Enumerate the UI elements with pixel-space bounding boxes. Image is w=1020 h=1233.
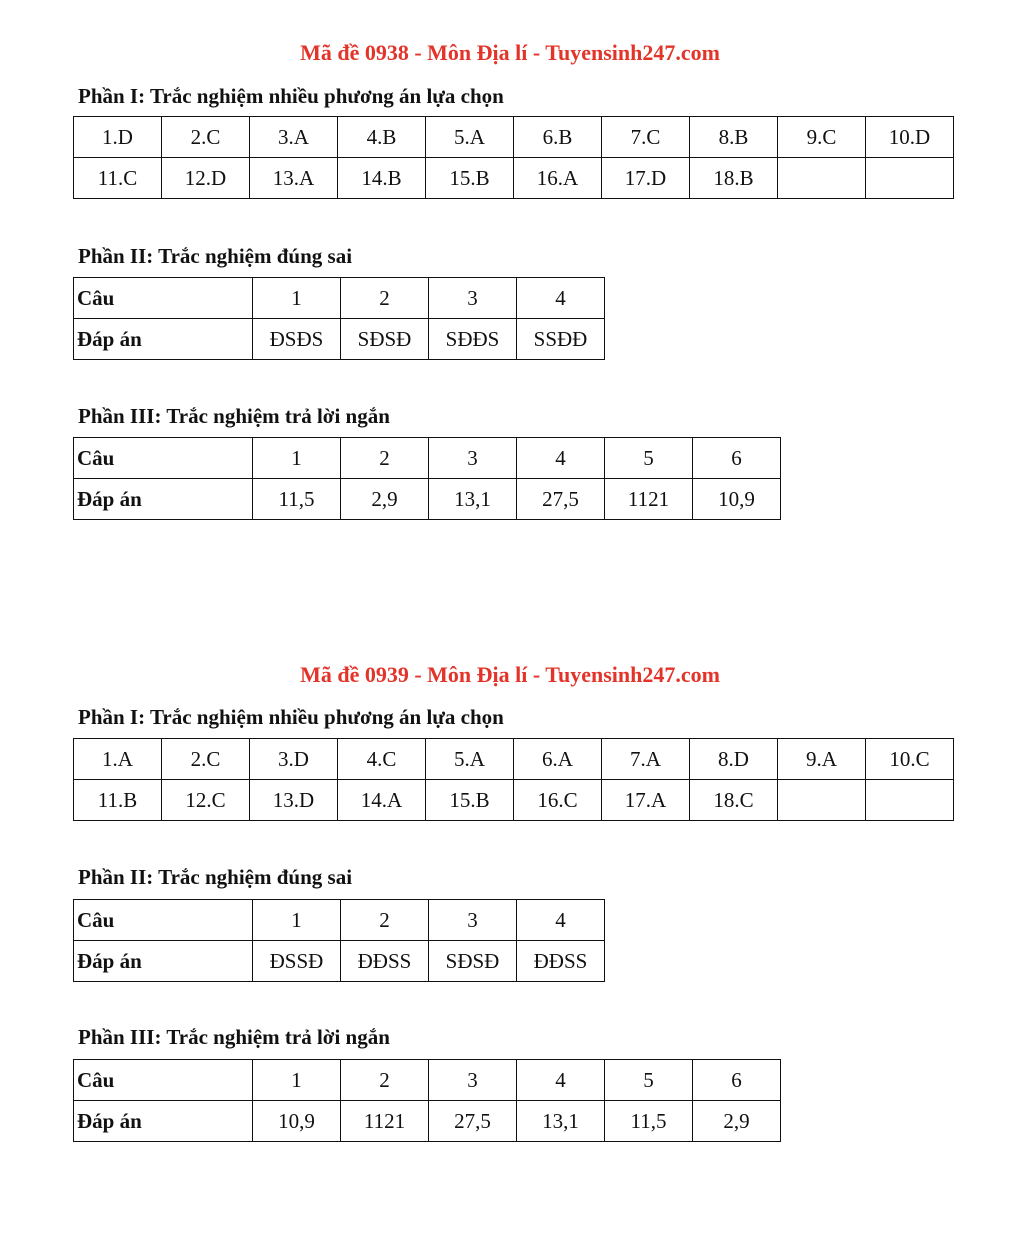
part1-heading: Phần I: Trắc nghiệm nhiều phương án lựa chọn	[78, 84, 504, 108]
table-row	[74, 278, 605, 319]
table-cell: 16.C	[514, 780, 602, 821]
table-cell: 4	[517, 438, 605, 479]
table-cell: 1121	[341, 1101, 429, 1142]
table-row	[74, 941, 605, 982]
table-cell: 16.A	[514, 158, 602, 199]
table-cell: 1.D	[74, 117, 162, 158]
row-label-question: Câu	[74, 278, 253, 319]
table-cell: 14.A	[338, 780, 426, 821]
table-cell: 2	[341, 438, 429, 479]
table-cell: 5.A	[426, 117, 514, 158]
table-cell: 6.B	[514, 117, 602, 158]
table-cell: 7.C	[602, 117, 690, 158]
table-row	[74, 780, 954, 821]
part2-heading: Phần II: Trắc nghiệm đúng sai	[78, 865, 353, 889]
table-cell: 2.C	[162, 117, 250, 158]
table-cell: 8.B	[690, 117, 778, 158]
table-cell: 2,9	[341, 479, 429, 520]
table-cell: 4	[517, 278, 605, 319]
section-title-0939: Mã đề 0939 - Môn Địa lí - Tuyensinh247.com	[300, 662, 720, 687]
table-cell: 13,1	[429, 479, 517, 520]
table-row	[74, 158, 954, 199]
table-cell: 5	[605, 1060, 693, 1101]
table-cell: 11,5	[253, 479, 341, 520]
table-cell: 13,1	[517, 1101, 605, 1142]
table-cell	[778, 780, 866, 821]
table-cell: 13.A	[250, 158, 338, 199]
table-cell: 3	[429, 900, 517, 941]
table-cell: 3	[429, 278, 517, 319]
table-cell: 12.C	[162, 780, 250, 821]
table-cell: 2	[341, 1060, 429, 1101]
table-cell: 18.C	[690, 780, 778, 821]
table-cell: SSĐĐ	[517, 319, 605, 360]
table-cell: 14.B	[338, 158, 426, 199]
table-cell: 1.A	[74, 739, 162, 780]
part3-answer-table	[73, 437, 781, 520]
table-cell: 1	[253, 900, 341, 941]
table-cell	[866, 158, 954, 199]
table-cell: 3	[429, 438, 517, 479]
table-cell: 3.A	[250, 117, 338, 158]
part2-answer-table	[73, 277, 605, 360]
part1-answer-table	[73, 116, 954, 199]
table-cell: SĐĐS	[429, 319, 517, 360]
row-label-question: Câu	[74, 1060, 253, 1101]
table-cell: 6.A	[514, 739, 602, 780]
part2-answer-table	[73, 899, 605, 982]
table-row	[74, 319, 605, 360]
part1-answer-table	[73, 738, 954, 821]
table-cell: ĐSĐS	[253, 319, 341, 360]
table-cell: ĐSSĐ	[253, 941, 341, 982]
table-cell: 17.D	[602, 158, 690, 199]
table-row	[74, 479, 781, 520]
table-cell: 1	[253, 438, 341, 479]
table-cell: 2	[341, 900, 429, 941]
table-cell: 1121	[605, 479, 693, 520]
table-cell: 1	[253, 278, 341, 319]
table-cell: 6	[693, 1060, 781, 1101]
row-label-question: Câu	[74, 900, 253, 941]
table-cell: 15.B	[426, 780, 514, 821]
table-cell: 6	[693, 438, 781, 479]
table-cell: 3	[429, 1060, 517, 1101]
table-cell: 5.A	[426, 739, 514, 780]
table-cell: 3.D	[250, 739, 338, 780]
table-cell: 9.C	[778, 117, 866, 158]
table-cell: 4	[517, 1060, 605, 1101]
table-cell: SĐSĐ	[341, 319, 429, 360]
part3-answer-table	[73, 1059, 781, 1142]
part2-heading: Phần II: Trắc nghiệm đúng sai	[78, 244, 353, 268]
table-cell: 7.A	[602, 739, 690, 780]
table-cell: 10.D	[866, 117, 954, 158]
table-cell: 11.C	[74, 158, 162, 199]
table-cell	[866, 780, 954, 821]
table-cell: 1	[253, 1060, 341, 1101]
row-label-answer: Đáp án	[74, 941, 253, 982]
section-title-0938: Mã đề 0938 - Môn Địa lí - Tuyensinh247.com	[300, 40, 720, 65]
part1-heading: Phần I: Trắc nghiệm nhiều phương án lựa chọn	[78, 705, 504, 729]
table-cell: 4.B	[338, 117, 426, 158]
table-cell: 9.A	[778, 739, 866, 780]
table-cell: 8.D	[690, 739, 778, 780]
table-row	[74, 1060, 781, 1101]
table-cell: ĐĐSS	[341, 941, 429, 982]
table-row	[74, 900, 605, 941]
row-label-question: Câu	[74, 438, 253, 479]
table-cell: 4.C	[338, 739, 426, 780]
table-cell: 11,5	[605, 1101, 693, 1142]
table-cell	[778, 158, 866, 199]
table-cell: 2.C	[162, 739, 250, 780]
row-label-answer: Đáp án	[74, 1101, 253, 1142]
part3-heading: Phần III: Trắc nghiệm trả lời ngắn	[78, 1025, 390, 1049]
table-cell: 12.D	[162, 158, 250, 199]
table-row	[74, 739, 954, 780]
table-cell: 18.B	[690, 158, 778, 199]
table-cell: 5	[605, 438, 693, 479]
table-cell: 2	[341, 278, 429, 319]
table-cell: 10.C	[866, 739, 954, 780]
row-label-answer: Đáp án	[74, 319, 253, 360]
table-cell: 10,9	[693, 479, 781, 520]
table-cell: SĐSĐ	[429, 941, 517, 982]
table-cell: 4	[517, 900, 605, 941]
table-cell: 13.D	[250, 780, 338, 821]
table-row	[74, 117, 954, 158]
table-cell: 27,5	[517, 479, 605, 520]
table-cell: 11.B	[74, 780, 162, 821]
table-cell: 27,5	[429, 1101, 517, 1142]
table-cell: 15.B	[426, 158, 514, 199]
part3-heading: Phần III: Trắc nghiệm trả lời ngắn	[78, 404, 390, 428]
table-cell: 17.A	[602, 780, 690, 821]
table-cell: ĐĐSS	[517, 941, 605, 982]
row-label-answer: Đáp án	[74, 479, 253, 520]
table-row	[74, 1101, 781, 1142]
table-cell: 2,9	[693, 1101, 781, 1142]
table-cell: 10,9	[253, 1101, 341, 1142]
table-row	[74, 438, 781, 479]
